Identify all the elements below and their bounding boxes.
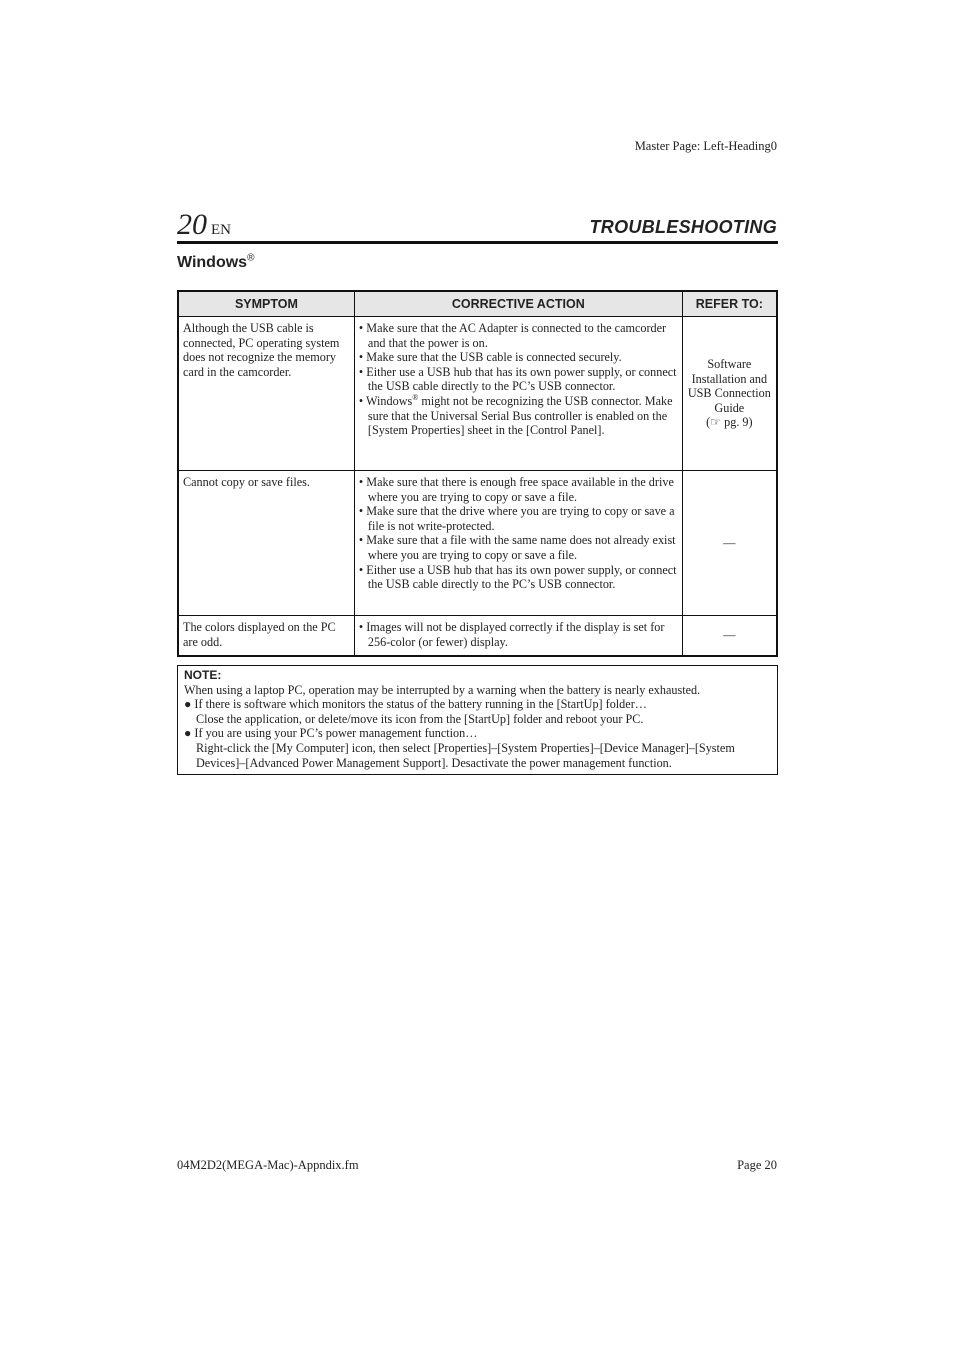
section-title: TROUBLESHOOTING xyxy=(589,217,777,237)
footer-filename: 04M2D2(MEGA-Mac)-Appndix.fm xyxy=(177,1158,359,1172)
action-item: • Make sure that the drive where you are trying to copy or save a file is not write-protected. xyxy=(359,504,679,533)
symptom-cell: Cannot copy or save files. xyxy=(178,471,354,616)
bullet-icon: ● xyxy=(184,726,195,741)
subtitle xyxy=(177,254,254,272)
note-text: If there is software which monitors the status of the battery running in the [StartUp] folder… xyxy=(194,697,647,712)
action-cell xyxy=(354,471,682,616)
heading-rule xyxy=(177,241,778,244)
action-item: • Either use a USB hub that has its own power supply, or connect the USB cable directly to the PC’s USB connector. xyxy=(359,365,679,394)
note-text: Right-click the [My Computer] icon, then select [Properties]–[System Properties]–[Device Manager]–[System Devices]–[Advanced Power Management Support]. Desactivate the power management function. xyxy=(196,740,735,770)
language-code: EN xyxy=(211,222,231,238)
action-cell xyxy=(354,317,682,471)
refer-cell xyxy=(682,317,777,471)
action-item: • Make sure that the USB cable is connected securely. xyxy=(359,350,679,365)
action-item xyxy=(359,394,679,438)
symptom-cell: The colors displayed on the PC are odd. xyxy=(178,616,354,657)
action-text: might not be recognizing the USB connector. Make sure that the Universal Serial Bus controller is enabled on the [System Properties] sheet in the [Control Panel]. xyxy=(367,393,673,438)
action-item: • Make sure that a file with the same name does not already exist where you are trying to copy or save a file. xyxy=(359,533,679,562)
action-item: • Make sure that the AC Adapter is connected to the camcorder and that the power is on. xyxy=(359,321,679,350)
page-number xyxy=(177,208,231,242)
action-item: • Either use a USB hub that has its own power supply, or connect the USB cable directly to the PC’s USB connector. xyxy=(359,563,679,592)
header-corrective-action: CORRECTIVE ACTION xyxy=(354,291,682,317)
note-text: Close the application, or delete/move its icon from the [StartUp] folder and reboot your PC. xyxy=(196,711,644,726)
refer-page: (☞ pg. 9) xyxy=(706,415,753,430)
note-intro: When using a laptop PC, operation may be interrupted by a warning when the battery is nearly exhausted. xyxy=(184,682,701,697)
table-row xyxy=(178,317,777,471)
troubleshooting-table xyxy=(177,290,778,657)
header-symptom: SYMPTOM xyxy=(178,291,354,317)
symptom-cell: Although the USB cable is connected, PC operating system does not recognize the memory card in the camcorder. xyxy=(178,317,354,471)
note-bullet xyxy=(184,697,771,726)
table-row xyxy=(178,616,777,657)
action-cell xyxy=(354,616,682,657)
subtitle-text: Windows xyxy=(177,254,248,271)
action-item: • Make sure that there is enough free space available in the drive where you are trying to copy or save a file. xyxy=(359,475,679,504)
note-bullet xyxy=(184,726,771,770)
header-refer-to: REFER TO: xyxy=(682,291,777,317)
action-item: • Images will not be displayed correctly if the display is set for 256-color (or fewer) display. xyxy=(359,620,679,649)
table-header-row xyxy=(178,291,777,317)
master-page-label: Master Page: Left-Heading0 xyxy=(634,139,777,153)
refer-text: Software Installation and USB Connection Guide xyxy=(687,357,771,415)
bullet-icon: ● xyxy=(184,697,195,712)
footer-page: Page 20 xyxy=(737,1158,777,1172)
registered-mark: ® xyxy=(412,392,419,402)
table-row xyxy=(178,471,777,616)
page-number-value: 20 xyxy=(177,208,207,241)
note-title: NOTE: xyxy=(184,668,222,682)
refer-cell: — xyxy=(682,616,777,657)
refer-cell: — xyxy=(682,471,777,616)
action-text: Windows xyxy=(366,393,413,408)
note-box xyxy=(177,665,778,775)
registered-mark: ® xyxy=(247,252,255,264)
note-text: If you are using your PC’s power management function… xyxy=(194,726,478,741)
